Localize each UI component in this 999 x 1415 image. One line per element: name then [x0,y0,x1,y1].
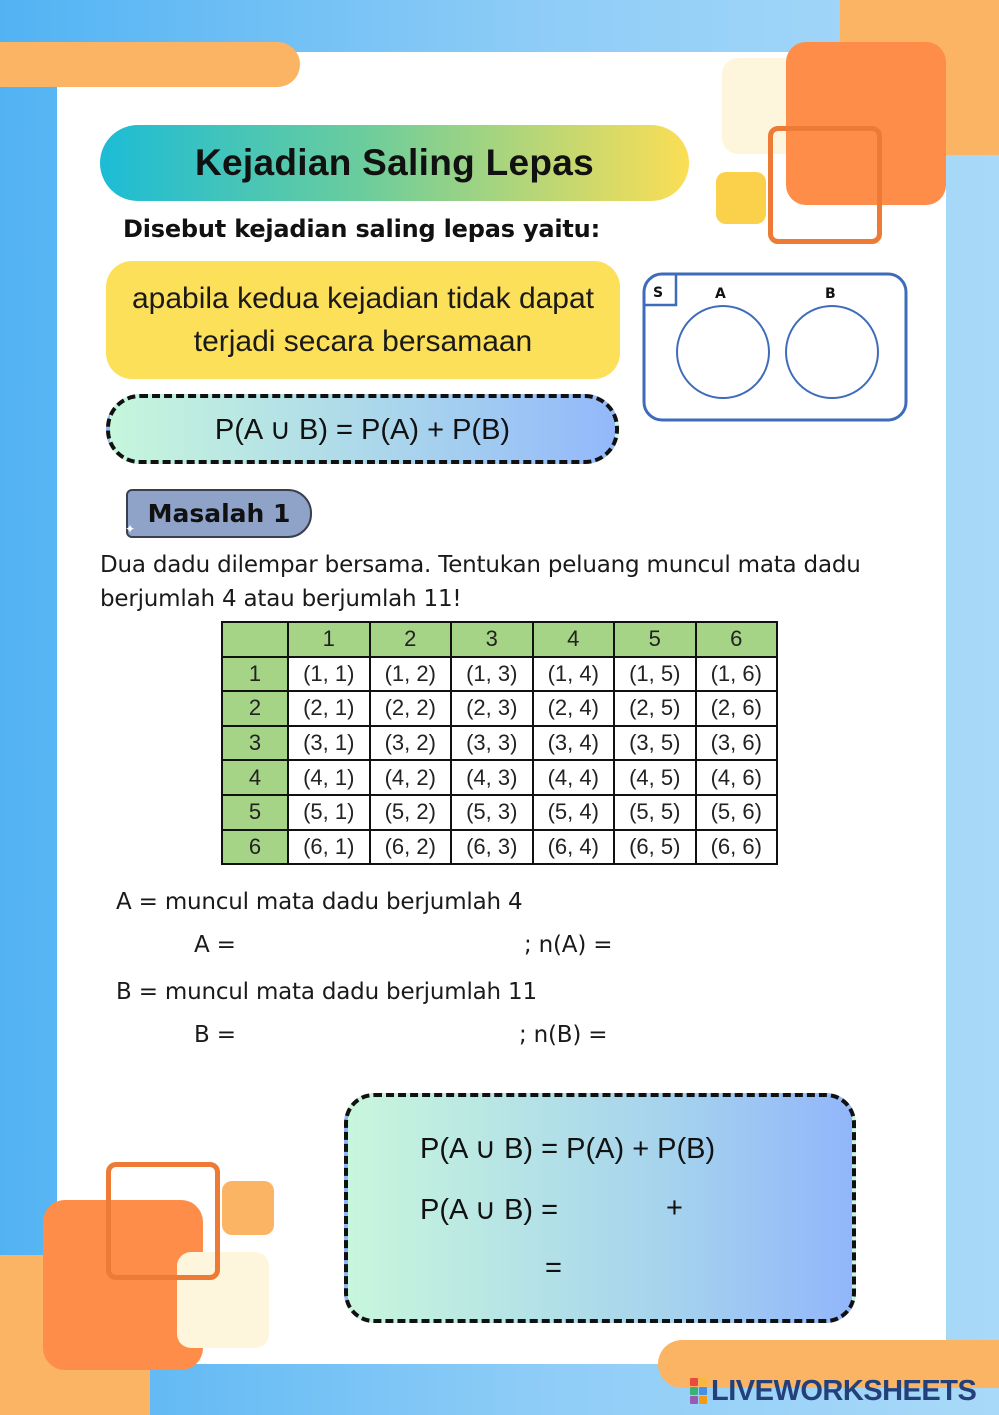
table-cell: (6, 1) [288,830,370,865]
venn-b-label: B [825,286,836,302]
decor-square-outline [768,126,882,244]
table-cell: (4, 4) [533,760,615,795]
table-cell: (1, 2) [370,657,452,692]
venn-circle-b [786,306,878,398]
table-header-row [222,622,777,657]
table-row-header: 4 [222,760,288,795]
table-row [222,795,777,830]
table-cell: (5, 5) [614,795,696,830]
title-banner [100,125,689,201]
definition-heading: Disebut kejadian saling lepas yaitu: [123,215,600,243]
table-cell: (2, 6) [696,691,778,726]
table-row-header: 1 [222,657,288,692]
table-header-cell: 1 [288,622,370,657]
table-cell: (4, 1) [288,760,370,795]
table-cell: (2, 3) [451,691,533,726]
formula-box-bottom [344,1093,856,1323]
table-cell: (4, 6) [696,760,778,795]
problem-line: Dua dadu dilempar bersama. Tentukan peluang muncul mata dadu [100,552,861,578]
table-row-header: 6 [222,830,288,865]
table-row [222,691,777,726]
table-cell: (5, 6) [696,795,778,830]
table-row [222,830,777,865]
table-cell: (5, 1) [288,795,370,830]
event-a-set-label: A = [194,932,236,958]
formula-line: P(A ∪ B) = [420,1194,559,1226]
venn-circle-a [677,306,769,398]
venn-diagram [642,272,908,422]
venn-s-label: S [653,285,664,301]
table-cell: (5, 2) [370,795,452,830]
table-cell: (1, 5) [614,657,696,692]
star-icon: ✦ [302,485,313,499]
table-cell: (1, 3) [451,657,533,692]
liveworksheets-logo-icon [690,1378,707,1404]
table-cell: (3, 4) [533,726,615,761]
table-cell: (5, 3) [451,795,533,830]
page-title: Kejadian Saling Lepas [194,142,595,183]
table-cell: (6, 3) [451,830,533,865]
table-row [222,760,777,795]
table-cell: (4, 5) [614,760,696,795]
venn-a-label: A [715,286,726,302]
union-formula: P(A ∪ B) = P(A) + P(B) [214,413,511,446]
liveworksheets-logo [690,1374,976,1408]
problem-statement [100,548,910,616]
definition-text [132,277,594,363]
table-cell: (6, 6) [696,830,778,865]
table-cell: (1, 1) [288,657,370,692]
table-cell: (3, 5) [614,726,696,761]
liveworksheets-logo-text: LIVEWORKSHEETS [711,1374,977,1407]
table-row-header: 5 [222,795,288,830]
table-cell: (4, 2) [370,760,452,795]
event-b-set-label: B = [194,1022,236,1048]
table-cell: (3, 2) [370,726,452,761]
problem-badge [125,485,313,538]
table-cell: (3, 3) [451,726,533,761]
definition-line: apabila kedua kejadian tidak dapat [131,282,595,315]
table-header-cell: 2 [370,622,452,657]
formula-equals: = [545,1252,562,1284]
formula-box-top [106,394,619,464]
table-cell: (1, 4) [533,657,615,692]
formula-plus: + [666,1192,683,1224]
table-cell: (6, 2) [370,830,452,865]
event-a-count-label: ; n(A) = [524,932,613,958]
table-cell: (6, 4) [533,830,615,865]
event-b-count-label: ; n(B) = [519,1022,608,1048]
table-header-cell: 4 [533,622,615,657]
table-cell: (5, 4) [533,795,615,830]
problem-line: berjumlah 4 atau berjumlah 11! [100,586,462,612]
decor-square [222,1181,274,1235]
table-row [222,726,777,761]
table-header-cell: 6 [696,622,778,657]
table-cell: (6, 5) [614,830,696,865]
table-cell: (2, 4) [533,691,615,726]
decor-square-outline [106,1162,220,1280]
star-icon: ✦ [125,522,136,536]
table-header-cell: 3 [451,622,533,657]
decor-strip-top [0,42,300,87]
table-header-cell [222,622,288,657]
definition-line: terjadi secara bersamaan [193,325,533,358]
table-row-header: 3 [222,726,288,761]
definition-box [106,261,620,379]
table-cell: (3, 6) [696,726,778,761]
problem-badge-label: Masalah 1 [147,499,291,528]
venn-universe [644,274,906,420]
table-cell: (1, 6) [696,657,778,692]
table-cell: (2, 2) [370,691,452,726]
formula-line: P(A ∪ B) = P(A) + P(B) [420,1133,716,1165]
table-cell: (2, 1) [288,691,370,726]
table-cell: (3, 1) [288,726,370,761]
table-header-cell: 5 [614,622,696,657]
table-row-header: 2 [222,691,288,726]
table-row [222,657,777,692]
event-a-definition: A = muncul mata dadu berjumlah 4 [116,889,523,915]
table-cell: (4, 3) [451,760,533,795]
decor-square [716,172,766,224]
event-b-definition: B = muncul mata dadu berjumlah 11 [116,979,537,1005]
table-cell: (2, 5) [614,691,696,726]
dice-sample-space-table [221,621,778,865]
